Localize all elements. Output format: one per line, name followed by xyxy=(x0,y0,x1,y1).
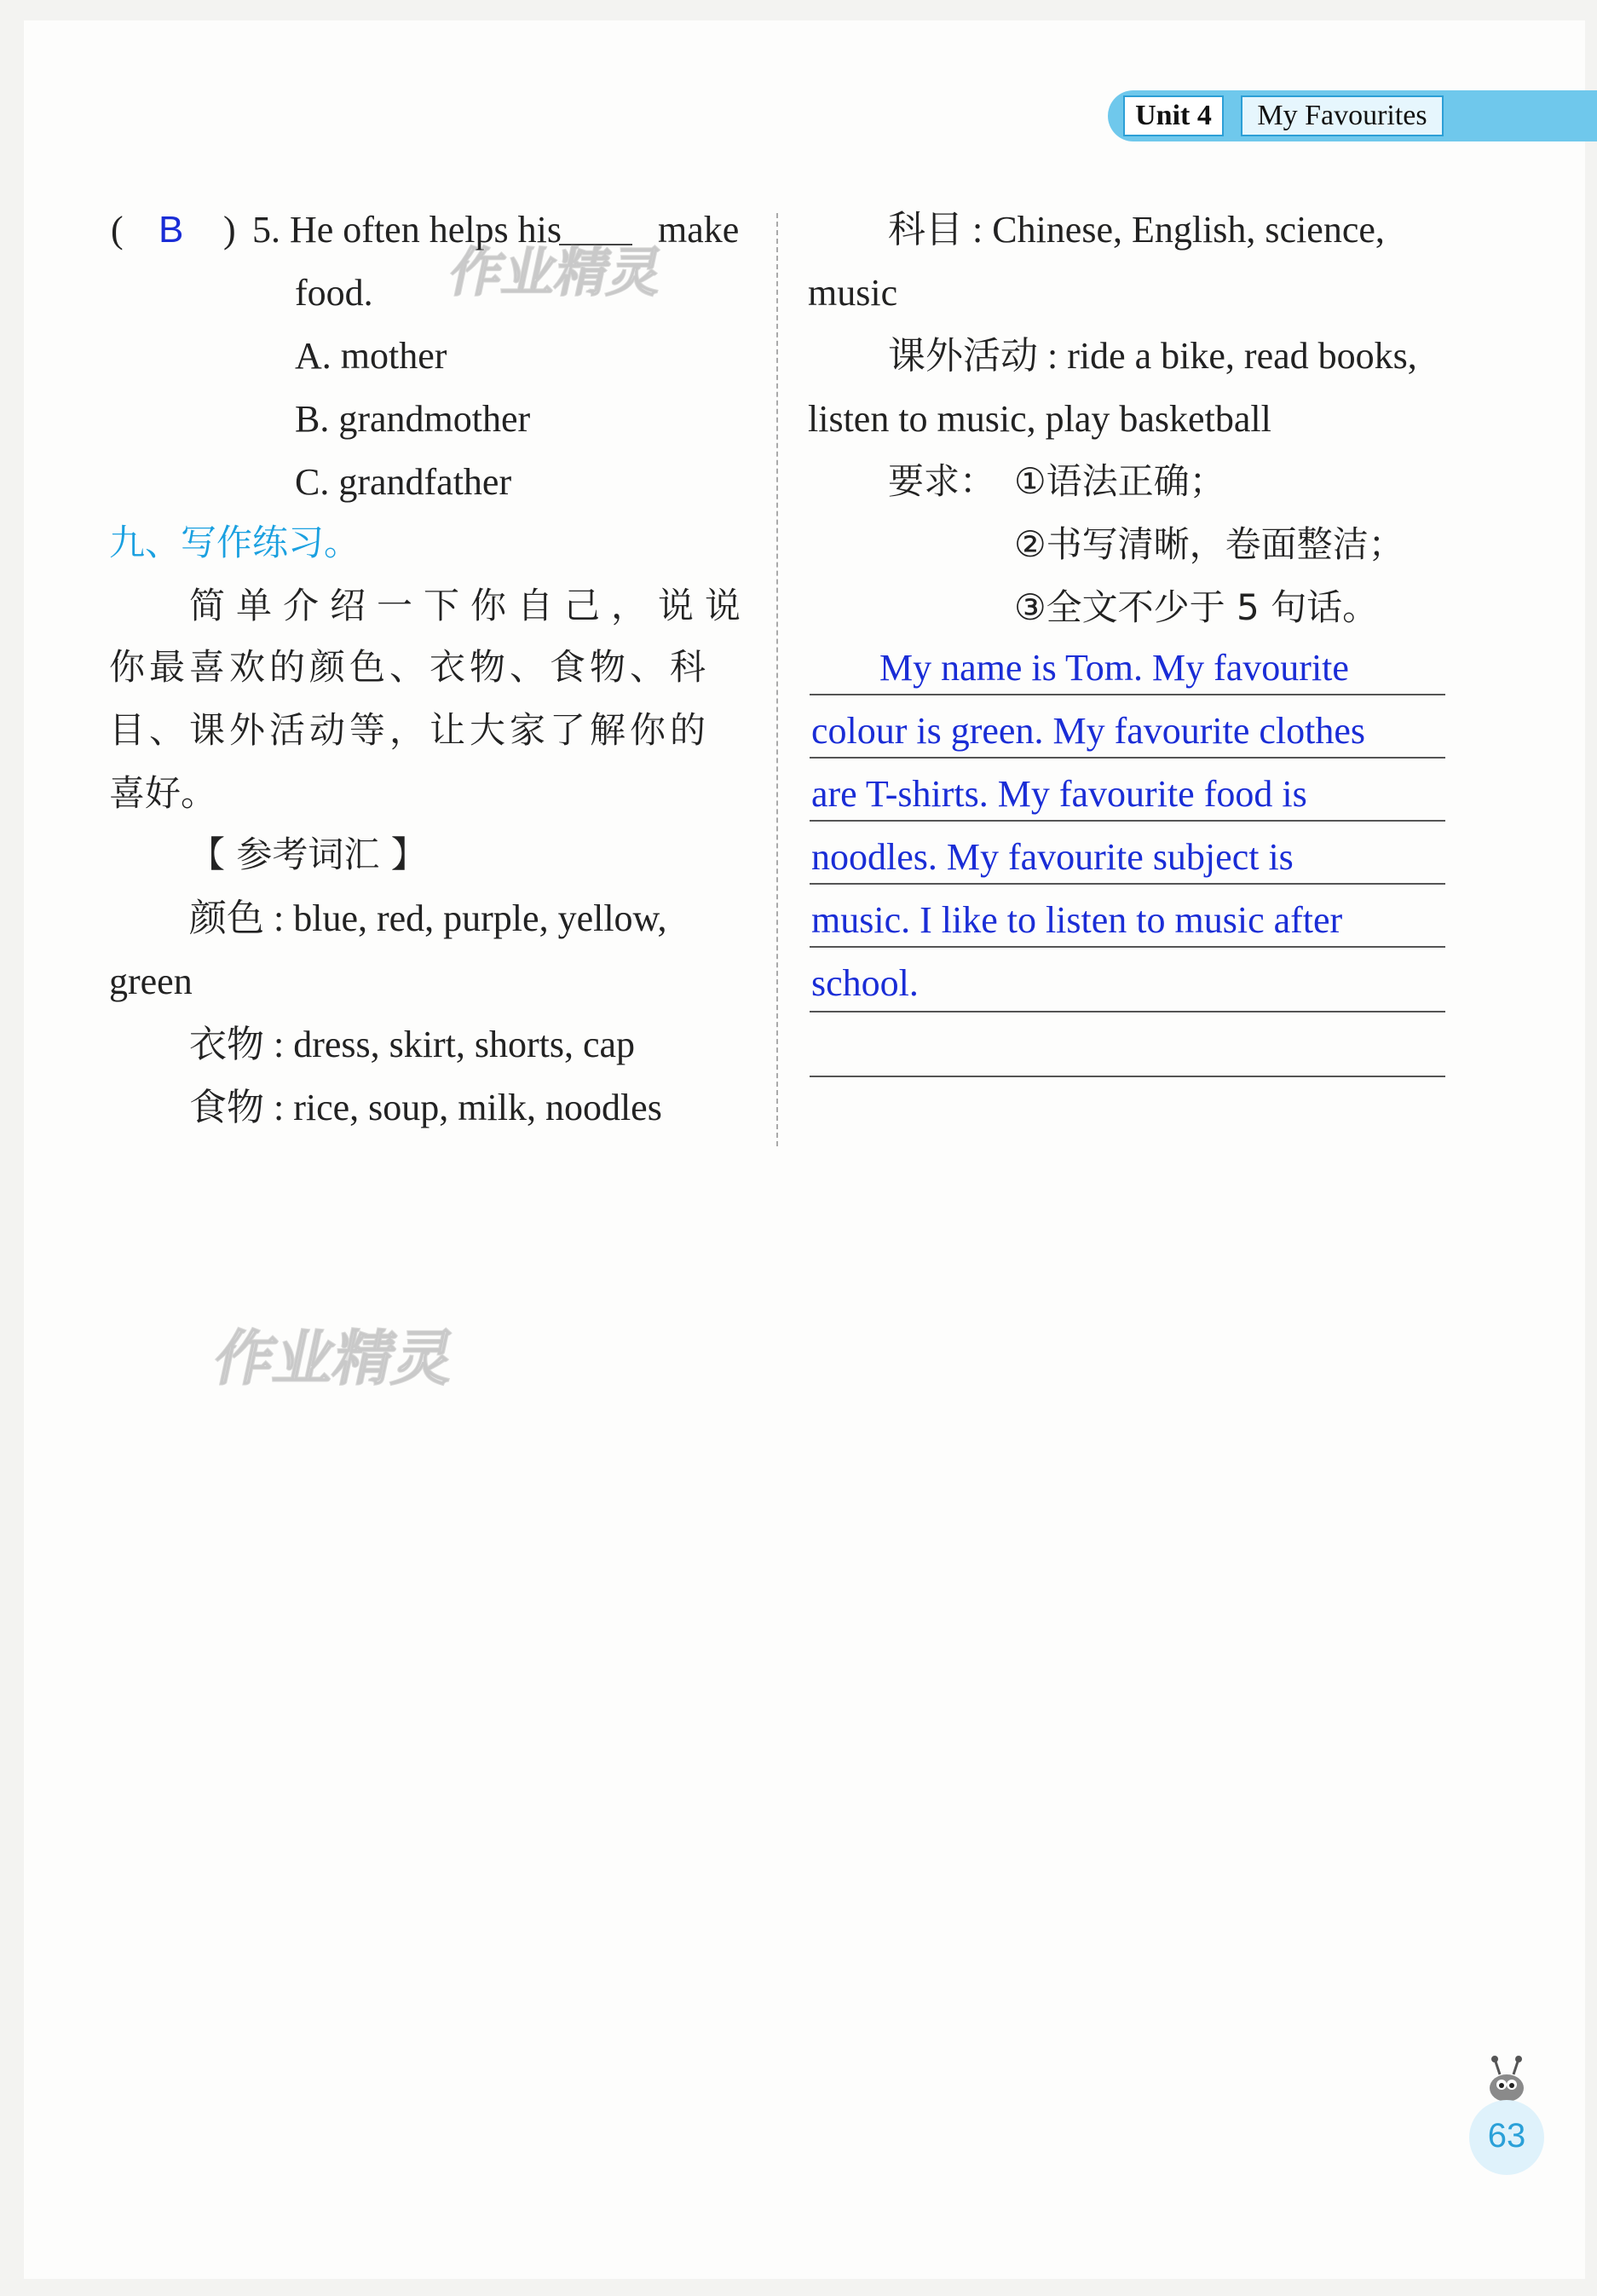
unit-title: My Favourites xyxy=(1241,95,1444,136)
question-answer: B xyxy=(159,209,184,251)
option-a: A. mother xyxy=(295,335,447,377)
question-stem: 5. He often helps his xyxy=(252,209,562,251)
vocab-subjects: 科目 : Chinese, English, science, xyxy=(888,209,1385,251)
instruction-line-1: 简单介绍一下你自己，说说 xyxy=(189,585,752,626)
page-number: 63 xyxy=(1487,2117,1526,2155)
vocab-heading: 【 参考词汇 】 xyxy=(189,834,427,875)
instruction-line-3: 目、课外活动等，让大家了解你的 xyxy=(109,709,711,751)
writing-rule xyxy=(810,1011,1445,1012)
requirement-2: ②书写清晰，卷面整洁； xyxy=(1014,523,1404,565)
writing-rule xyxy=(810,946,1445,948)
section-heading: 九、写作练习。 xyxy=(109,522,360,563)
instruction-line-4: 喜好。 xyxy=(109,772,217,814)
mascot-icon xyxy=(1483,2054,1531,2105)
vocab-activities: 课外活动 : ride a bike, read books, xyxy=(888,335,1417,377)
question-stem-make: make xyxy=(658,209,740,251)
vocab-activities-cont: listen to music, play basketball xyxy=(808,398,1271,440)
unit-label: Unit 4 xyxy=(1123,95,1224,136)
answer-line-6: school. xyxy=(811,962,919,1004)
writing-rule xyxy=(810,1076,1445,1077)
answer-line-1: My name is Tom. My favourite xyxy=(879,647,1349,689)
vocab-subjects-cont: music xyxy=(808,272,898,314)
question-paren-open: ( xyxy=(111,209,124,251)
writing-rule xyxy=(810,883,1445,885)
writing-rule xyxy=(810,757,1445,759)
watermark: 作业精灵 xyxy=(444,241,669,303)
requirement-3: ③全文不少于 5 句话。 xyxy=(1014,586,1379,628)
option-b: B. grandmother xyxy=(295,398,531,440)
watermark: 作业精灵 xyxy=(208,1324,462,1393)
vocab-food: 食物 : rice, soup, milk, noodles xyxy=(189,1087,662,1128)
requirement-1: ①语法正确； xyxy=(1014,460,1225,502)
question-stem-food: food. xyxy=(295,272,373,314)
option-c: C. grandfather xyxy=(295,461,512,503)
vocab-clothes: 衣物 : dress, skirt, shorts, cap xyxy=(189,1024,636,1065)
answer-line-4: noodles. My favourite subject is xyxy=(811,836,1294,878)
writing-rule xyxy=(810,694,1445,695)
writing-rule xyxy=(810,820,1445,822)
requirements-label: 要求： xyxy=(888,460,996,502)
answer-line-2: colour is green. My favourite clothes xyxy=(811,710,1366,752)
column-divider xyxy=(776,213,778,1146)
question-paren-close: ) xyxy=(223,209,236,251)
vocab-colors: 颜色 : blue, red, purple, yellow, xyxy=(189,897,667,939)
vocab-colors-cont: green xyxy=(109,961,193,1002)
instruction-line-2: 你最喜欢的颜色、衣物、食物、科 xyxy=(109,646,711,688)
answer-line-3: are T-shirts. My favourite food is xyxy=(811,773,1307,815)
answer-line-5: music. I like to listen to music after xyxy=(811,899,1343,941)
